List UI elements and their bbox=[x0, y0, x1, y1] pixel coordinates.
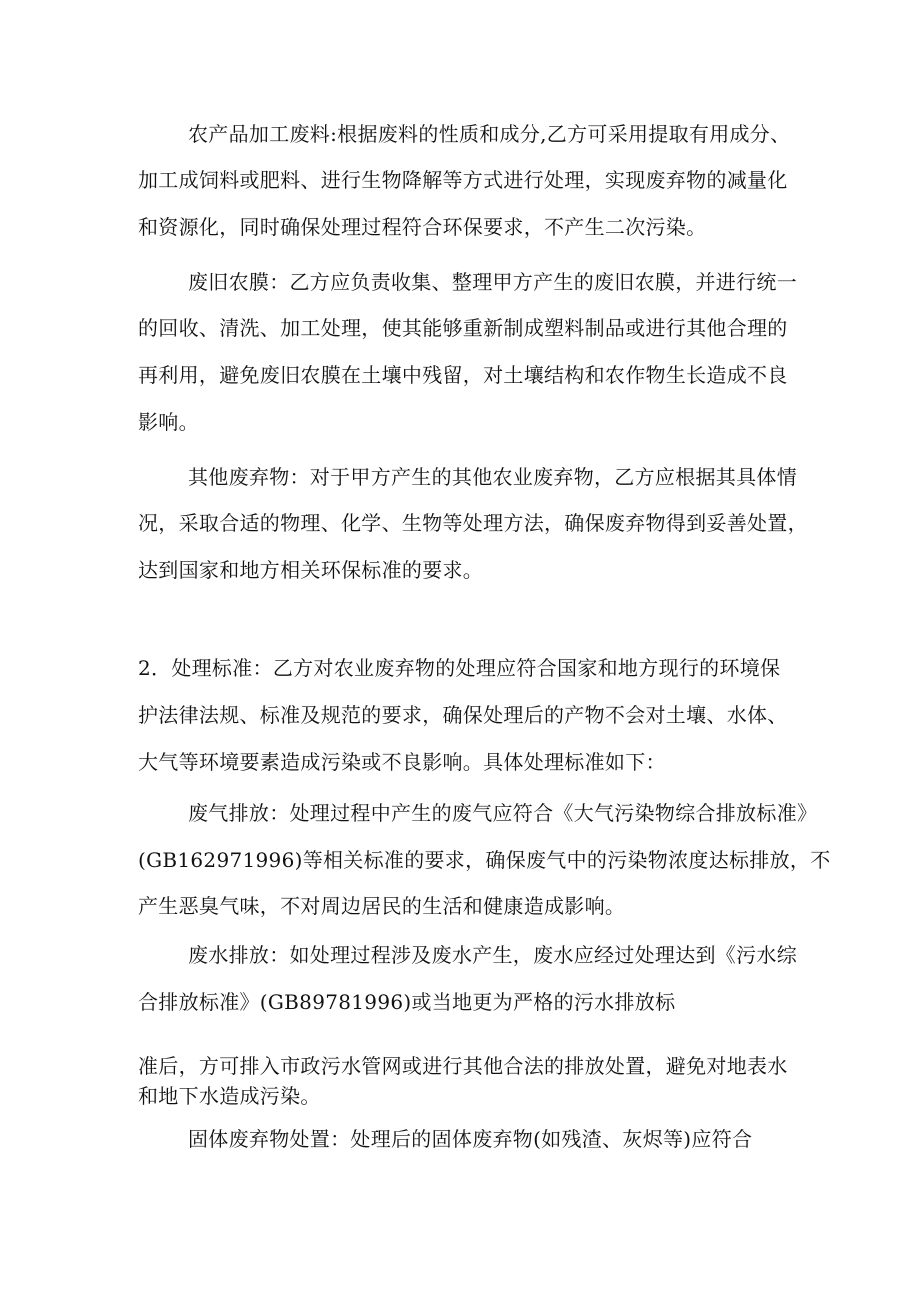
paragraph-5-line-3: 产生恶臭气味，不对周边居民的生活和健康造成影响。 bbox=[138, 894, 626, 918]
paragraph-1-line-3: 和资源化，同时确保处理过程符合环保要求，不产生二次污染。 bbox=[138, 215, 707, 239]
paragraph-1-line-1: 农产品加工废料:根据废料的性质和成分,乙方可采用提取有用成分、 bbox=[188, 122, 791, 146]
paragraph-3-line-1: 其他废弃物：对于甲方产生的其他农业废弃物，乙方应根据其具体情 bbox=[188, 465, 797, 489]
section-2-line-1: 2．处理标准：乙方对农业废弃物的处理应符合国家和地方现行的环境保 bbox=[138, 656, 781, 680]
paragraph-2-line-4: 影响。 bbox=[138, 410, 199, 434]
paragraph-7-line-1: 固体废弃物处置：处理后的固体废弃物(如残渣、灰烬等)应符合 bbox=[188, 1127, 753, 1151]
section-2-line-3: 大气等环境要素造成污染或不良影响。具体处理标准如下： bbox=[138, 750, 666, 774]
paragraph-3-line-2: 况，采取合适的物理、化学、生物等处理方法，确保废弃物得到妥善处置， bbox=[138, 511, 808, 535]
paragraph-6-line-4: 和地下水造成污染。 bbox=[138, 1084, 321, 1108]
paragraph-2-line-3: 再利用，避免废旧农膜在土壤中残留，对土壤结构和农作物生长造成不良 bbox=[138, 363, 788, 387]
section-2-line-2: 护法律法规、标准及规范的要求，确保处理后的产物不会对土壤、水体、 bbox=[138, 703, 788, 727]
paragraph-6-line-3: 准后，方可排入市政污水管网或进行其他合法的排放处置，避免对地表水 bbox=[138, 1054, 788, 1078]
paragraph-6-line-1: 废水排放：如处理过程涉及废水产生，废水应经过处理达到《污水综 bbox=[188, 943, 797, 967]
paragraph-5-line-2: (GB162971996)等相关标准的要求，确保废气中的污染物浓度达标排放，不 bbox=[138, 848, 831, 872]
paragraph-5-line-1: 废气排放：处理过程中产生的废气应符合《大气污染物综合排放标准》 bbox=[188, 801, 818, 825]
paragraph-1-line-2: 加工成饲料或肥料、进行生物降解等方式进行处理，实现废弃物的减量化 bbox=[138, 168, 788, 192]
paragraph-2-line-1: 废旧农膜：乙方应负责收集、整理甲方产生的废旧农膜，并进行统一 bbox=[188, 270, 797, 294]
paragraph-6-line-2: 合排放标准》(GB89781996)或当地更为严格的污水排放标 bbox=[138, 990, 676, 1014]
paragraph-3-line-3: 达到国家和地方相关环保标准的要求。 bbox=[138, 558, 484, 582]
paragraph-2-line-2: 的回收、清洗、加工处理，使其能够重新制成塑料制品或进行其他合理的 bbox=[138, 316, 788, 340]
